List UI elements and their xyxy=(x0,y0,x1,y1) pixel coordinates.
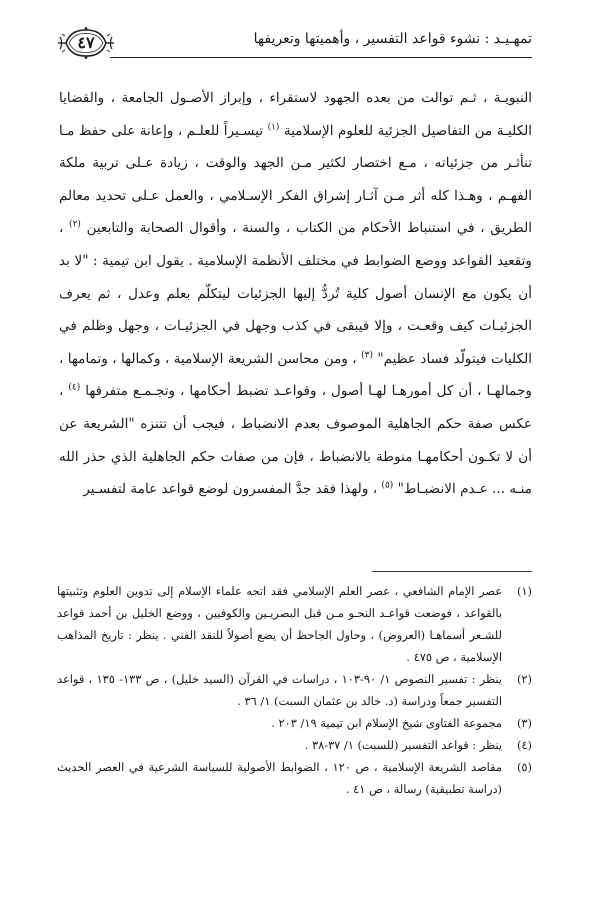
text-segment: ، ولهذا فقد جدَّ المفسرون لوضع قواعد عامة لتفسـير xyxy=(83,481,382,498)
footnote xyxy=(57,580,532,668)
footnote-reference: (٣) xyxy=(361,350,373,361)
footnote-number: (١) xyxy=(516,584,532,598)
running-header xyxy=(56,26,532,60)
main-text xyxy=(59,82,532,506)
footnote-number: (٢) xyxy=(516,672,532,686)
footnote-separator xyxy=(372,571,532,572)
text-segment: ، ومن محاسن الشريعة الإسلامية ، وكمالها ، وتمامها ، وجمالهـا ، أن كل أمورهـا لهـا أصول ، وقواعـد تضبط أحكامها ، وتجـمـع متفرقها xyxy=(59,350,532,400)
text-segment: تيسـيراً للعلـم ، وإعانة على حفظ مـا تنأثـر من جزئياته ، مـع اختصار لكثير مـن الجهد والوقت ، زيادة عـلى تربية ملكة الفهـم ، وهـذا كله أثر مـن آثـار إشراق الفكر الإسـلامي ، والعمل عـلى تحديد معالم الطريق ، في استنباط الأحكام من الكتاب ، والسنة ، وأقوال الصحابة والتابعين xyxy=(59,122,532,237)
footnote-text: عصر الإمام الشافعي ، عصر العلم الإسلامي فقد اتجه علماء الإسلام إلى تدوين العلوم وتثبيتها بالقواعد ، فوضعت قواعـد النحـو مـن قبل البصريـين والكوفيين ، ووضع الخليل بن أحمد قواعد للشـعر أسماهـا (العروض) ، وحاول الجاحظ أن يضع أصولاً للنقد الفني . ينظر : تاريخ المذاهب الإسلامية ، ص ٤٧٥ . xyxy=(57,584,502,664)
text-segment: ، عكس صفة حكم الجاهلية الموصوف بعدم الانضباط ، فيجب أن تتنزه "الشريعة عن أن لا تكـون أحكامهـا منوطة بالانضباط ، فإن من صفات حكم الجاهلية الذي حذر الله منـه ... عـدم الانضبـاط" xyxy=(59,383,532,498)
footnote xyxy=(57,668,532,712)
footnote-reference: (١) xyxy=(267,122,280,133)
footnote-reference: (٤) xyxy=(68,382,81,393)
header-title: تمهـيـد : نشوء قواعد التفسير ، وأهميتها وتعريفها xyxy=(253,31,532,47)
footnote-text: ينظر : تفسير النصوص ١/ ٩٠-١٠٣ ، دراسات في القرآن (السيد خليل) ، ص ١٣٣- ١٣٥ ، قواعد التفسير جمعاً ودراسة (د. خالد بن عثمان السبت) ١/ ٣٦ . xyxy=(57,672,502,708)
footnote-text: مقاصد الشريعة الإسلامية ، ص ١٢٠ ، الضوابط الأصولية للسياسة الشرعية في العصر الحديث (دراسة تطبيقية) رسالة ، ص ٤١ . xyxy=(57,760,503,796)
footnote xyxy=(57,734,532,756)
footnotes xyxy=(57,580,532,800)
text-segment: ، وتقعيد القواعد ووضع الضوابط في مختلف الأنظمة الإسلامية . يقول ابن تيمية : "لا بد أن يكون مع الإنسان أصول كلية تُردُّ إليها الجزئيات ليتكلّم بعلم وعدل ، ثم يعرف الجزئيـات كيف وقعـت ، وإلا فيبقى في كذب وجهل في الجزئيـات ، وجهل وظلم في الكليات فيتولّد فساد عظيم" xyxy=(59,220,532,367)
footnote-text: مجموعة الفتاوى شيخ الإسلام ابن تيمية ١٩/ ٢٠٣ . xyxy=(271,716,502,730)
header-rule xyxy=(110,57,532,58)
footnote-number: (٤) xyxy=(516,738,532,752)
footnote-text: ينظر : قواعد التفسير (للسبت) ١/ ٣٧-٣٨ . xyxy=(304,738,502,752)
text-segment: النبويـة ، ثـم توالت من بعده الجهود لاستقراء ، وإبراز الأصـول الجامعة ، والقضايا الكليـة من التفاصيل الجزئية للعلوم الإسلامية xyxy=(59,90,533,139)
page-number: ٤٧ xyxy=(77,33,95,52)
page-number-ornament xyxy=(56,26,116,60)
body-paragraph xyxy=(59,82,532,506)
footnote-number: (٣) xyxy=(516,716,532,730)
footnote xyxy=(57,712,532,734)
footnote-number: (٥) xyxy=(516,760,532,774)
footnote xyxy=(57,756,532,800)
footnote-reference: (٥) xyxy=(381,480,394,491)
footnote-reference: (٢) xyxy=(69,219,81,230)
